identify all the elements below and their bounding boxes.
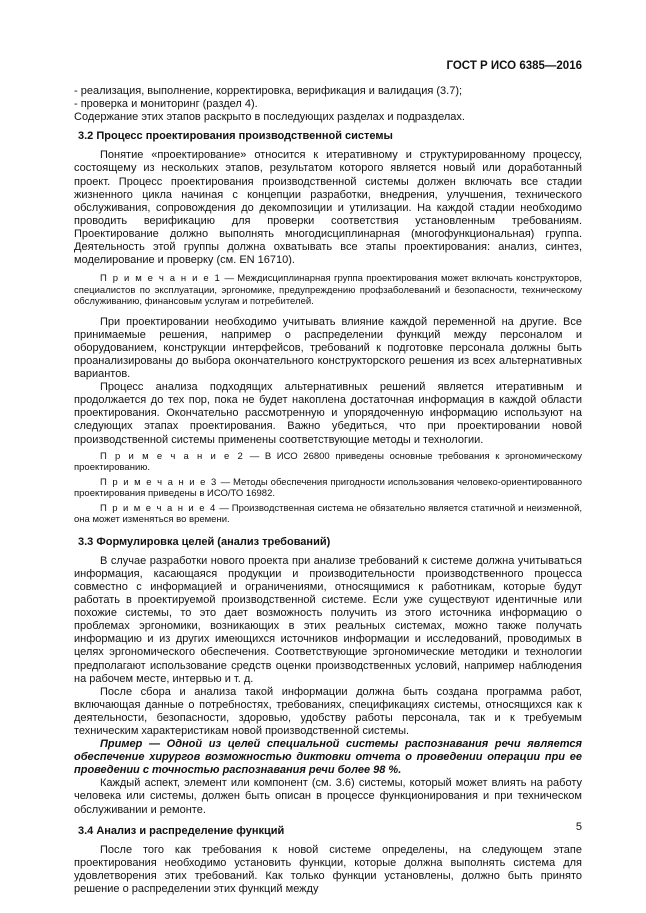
note-text: — В ИСО 26800 приведены основные требования к эргономическому проектированию. xyxy=(74,450,582,474)
list-item: - проверка и мониторинг (раздел 4). xyxy=(74,98,258,111)
note-label: П р и м е ч а н и е 2 xyxy=(100,450,245,462)
note-label: П р и м е ч а н и е 3 xyxy=(100,476,218,488)
paragraph: Понятие «проектирование» относится к итеративному и структурированному процессу, состоящему из нескольких этапов, результатом которого является новый или доработанный проект. Процесс проектирования производственной системы должен включать все стадии жизненного цикла начиная с концепции разработки, внедрения, улучшения, технического обслуживания, сопровождения до декомпозиции и утилизации. На каждой стадии необходимо проводить верификацию для проверки соответствия установленным требованиям. Проектирование должно выполнять многодисциплинарная (многофункциональная) группа. Деятельность этой группы должна охватывать все этапы проектирования: анализ, синтез, моделирование и проверку (см. EN 16710). xyxy=(74,149,582,267)
note-text: — Междисциплинарная группа проектирования может включать конструкторов, специалистов по эксплуатации, эргономике, предупреждению профзаболеваний и безопасности, техническому обслуживанию, финансовым услугам и потребителей. xyxy=(74,273,582,308)
note-text: — Производственная система не обязательно является статичной и неизменной, она может изменяться во времени. xyxy=(74,502,583,526)
note-2 xyxy=(74,451,582,474)
standard-header: ГОСТ Р ИСО 6385—2016 xyxy=(446,60,582,72)
section-3-2-heading: 3.2 Процесс проектирования производственной системы xyxy=(78,130,393,143)
page-content xyxy=(74,85,582,896)
list-item: - реализация, выполнение, корректировка, верификация и валидация (3.7); xyxy=(74,85,463,97)
paragraph: После сбора и анализа такой информации должна быть создана программа работ, включающая данные о потребностях, требованиях, спецификациях системы, относящихся как к деятельности, безопасности, здоровью, удобству работы персонала, так и к требуемым техническим характеристикам новой производственной системы. xyxy=(74,685,582,737)
note-1 xyxy=(74,273,582,308)
paragraph: При проектировании необходимо учитывать влияние каждой переменной на другие. Все принимаемые решения, например о распределении функций между персоналом и оборудованием, конструкции интерфейсов, требований к подготовке персонала должны быть проанализированы до выбора окончательного конструкторского решения из всех альтернативных вариантов. xyxy=(74,315,582,381)
paragraph: После того как требования к новой системе определены, на следующем этапе проектирования необходимо установить функции, которые должна выполнять система для удовлетворения этих требований. Как только функции установлены, должно быть принято решение о распределении этих функций между xyxy=(74,843,582,895)
intro-summary: Содержание этих этапов раскрыто в последующих разделах и подразделах. xyxy=(74,111,465,124)
paragraph: Процесс анализа подходящих альтернативных решений является итеративным и продолжается до тех пор, пока не будет накоплена достаточная информация в каждой области проектирования. Окончательно рассмотренную и упорядоченную информацию используют на следующих этапах проектирования. Важно убедиться, что при проектировании новой производственной системы применены соответствующие методы и технологии. xyxy=(74,381,582,446)
page-number: 5 xyxy=(575,821,582,833)
note-label: П р и м е ч а н и е 4 xyxy=(100,502,217,514)
section-3-4-heading: 3.4 Анализ и распределение функций xyxy=(78,824,285,837)
note-label: П р и м е ч а н и е 1 xyxy=(100,273,222,285)
note-4 xyxy=(74,503,582,526)
note-text: — Методы обеспечения пригодности использования человеко-ориентированного проектирования приведены в ИСО/ТО 16982. xyxy=(74,476,583,500)
section-3-3-heading: 3.3 Формулировка целей (анализ требований) xyxy=(78,535,331,548)
note-3 xyxy=(74,477,582,500)
paragraph: В случае разработки нового проекта при анализе требований к системе должна учитываться информация, касающаяся продукции и производительности производственного процесса совместно с информацией и ограничениями, относящимися к работникам, которые будут работать в проектируемой производственной системе. Если уже существуют идентичные или похожие системы, то это дает возможность получить из этого источника информацию о проблемах эргономики, возникающих в этих реальных системах, можно также получать информацию и из других имеющихся источников информации и исследований, проводимых в целях эргономического обеспечения. Соответствующие эргономические методики и технологии предполагают использование средств оценки производственных условий, например наблюдения на рабочем месте, интервью и т. д. xyxy=(74,554,582,685)
example: Пример — Одной из целей специальной системы распознавания речи является обеспечение хирургов возможностью диктовки отчета о проведении операции при ее проведении с точностью распознавания речи более 98 %. xyxy=(74,738,582,777)
paragraph: Каждый аспект, элемент или компонент (см. 3.6) системы, который может влиять на работу человека или системы, должен быть описан в процессе функционирования и при техническом обслуживании и ремонте. xyxy=(74,777,582,816)
